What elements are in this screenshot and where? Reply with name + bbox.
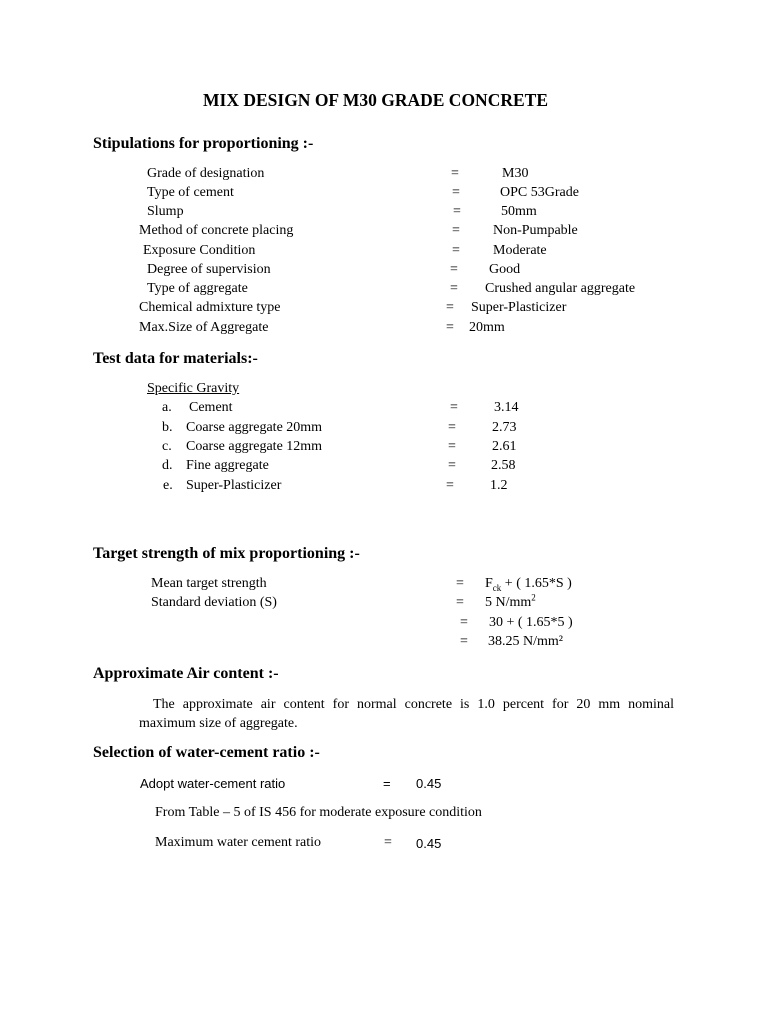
material-value: 3.14 [494, 400, 519, 415]
stipulation-label: Degree of supervision [147, 262, 271, 277]
equals-sign: = [452, 185, 460, 200]
test-data-heading: Test data for materials:- [93, 350, 258, 367]
equals-sign: = [452, 243, 460, 258]
equals-sign: = [456, 576, 464, 591]
sd-value: 5 N/mm [485, 595, 532, 610]
calculation-step: 30 + ( 1.65*5 ) [489, 615, 573, 630]
stipulation-value: Non-Pumpable [493, 223, 578, 238]
stipulation-value: Crushed angular aggregate [485, 281, 636, 296]
formula-subscript: ck [492, 582, 502, 593]
adopt-ratio-label: Adopt water-cement ratio [140, 776, 286, 791]
stipulation-value: Super-Plasticizer [471, 300, 567, 315]
target-strength-heading: Target strength of mix proportioning :- [93, 545, 360, 562]
stipulation-label: Exposure Condition [143, 243, 256, 258]
material-label: Fine aggregate [186, 458, 269, 473]
list-marker: c. [162, 439, 172, 454]
stipulation-label: Type of aggregate [147, 281, 248, 296]
standard-deviation-value [485, 592, 536, 611]
stipulation-label: Chemical admixture type [139, 300, 281, 315]
material-value: 1.2 [490, 478, 508, 493]
stipulation-value: Good [489, 262, 521, 277]
equals-sign: = [456, 595, 464, 610]
equals-sign: = [448, 439, 456, 454]
adopt-ratio-value: 0.45 [416, 776, 442, 791]
material-label: Cement [189, 400, 233, 415]
equals-sign: = [446, 320, 454, 335]
material-value: 2.61 [492, 439, 517, 454]
stipulation-label: Grade of designation [147, 166, 265, 181]
water-cement-heading: Selection of water-cement ratio :- [93, 744, 320, 761]
stipulation-value: 20mm [469, 320, 505, 335]
equals-sign: = [451, 166, 459, 181]
max-ratio-value: 0.45 [416, 836, 442, 851]
stipulation-label: Type of cement [147, 185, 234, 200]
formula-f: F [485, 576, 493, 591]
formula-rest: + ( 1.65*S ) [501, 576, 572, 591]
mean-target-label: Mean target strength [151, 576, 267, 591]
stipulations-heading: Stipulations for proportioning :- [93, 135, 314, 152]
stipulation-label: Slump [147, 204, 184, 219]
equals-sign: = [450, 281, 458, 296]
stipulation-label: Max.Size of Aggregate [139, 320, 269, 335]
list-marker: e. [163, 478, 173, 493]
material-label: Coarse aggregate 12mm [186, 439, 323, 454]
table-reference: From Table – 5 of IS 456 for moderate exposure condition [155, 805, 482, 820]
equals-sign: = [450, 262, 458, 277]
specific-gravity-subheading: Specific Gravity [147, 381, 240, 396]
equals-sign: = [448, 420, 456, 435]
standard-deviation-label: Standard deviation (S) [151, 595, 277, 610]
equals-sign: = [450, 400, 458, 415]
equals-sign: = [452, 223, 460, 238]
mean-target-formula [485, 576, 572, 592]
material-value: 2.58 [491, 458, 516, 473]
stipulation-value: Moderate [493, 243, 547, 258]
sd-superscript: 2 [531, 592, 536, 603]
stipulation-label: Method of concrete placing [139, 223, 294, 238]
equals-sign: = [446, 300, 454, 315]
stipulation-value: 50mm [501, 204, 537, 219]
equals-sign: = [383, 776, 391, 791]
equals-sign: = [446, 478, 454, 493]
material-label: Coarse aggregate 20mm [186, 420, 323, 435]
max-ratio-label: Maximum water cement ratio [155, 835, 321, 850]
equals-sign: = [453, 204, 461, 219]
equals-sign: = [448, 458, 456, 473]
equals-sign: = [460, 634, 468, 649]
list-marker: d. [162, 458, 173, 473]
air-content-paragraph: The approximate air content for normal concrete is 1.0 percent for 20 mm nominal maximum size of aggregate. [139, 697, 674, 731]
material-label: Super-Plasticizer [186, 478, 282, 493]
target-strength-result: 38.25 N/mm² [488, 634, 563, 649]
material-value: 2.73 [492, 420, 517, 435]
stipulation-value: OPC 53Grade [500, 185, 579, 200]
stipulation-value: M30 [502, 166, 529, 181]
list-marker: a. [162, 400, 172, 415]
air-content-heading: Approximate Air content :- [93, 665, 279, 682]
equals-sign: = [460, 615, 468, 630]
list-marker: b. [162, 420, 173, 435]
equals-sign: = [384, 835, 392, 850]
page-title: MIX DESIGN OF M30 GRADE CONCRETE [203, 90, 548, 110]
